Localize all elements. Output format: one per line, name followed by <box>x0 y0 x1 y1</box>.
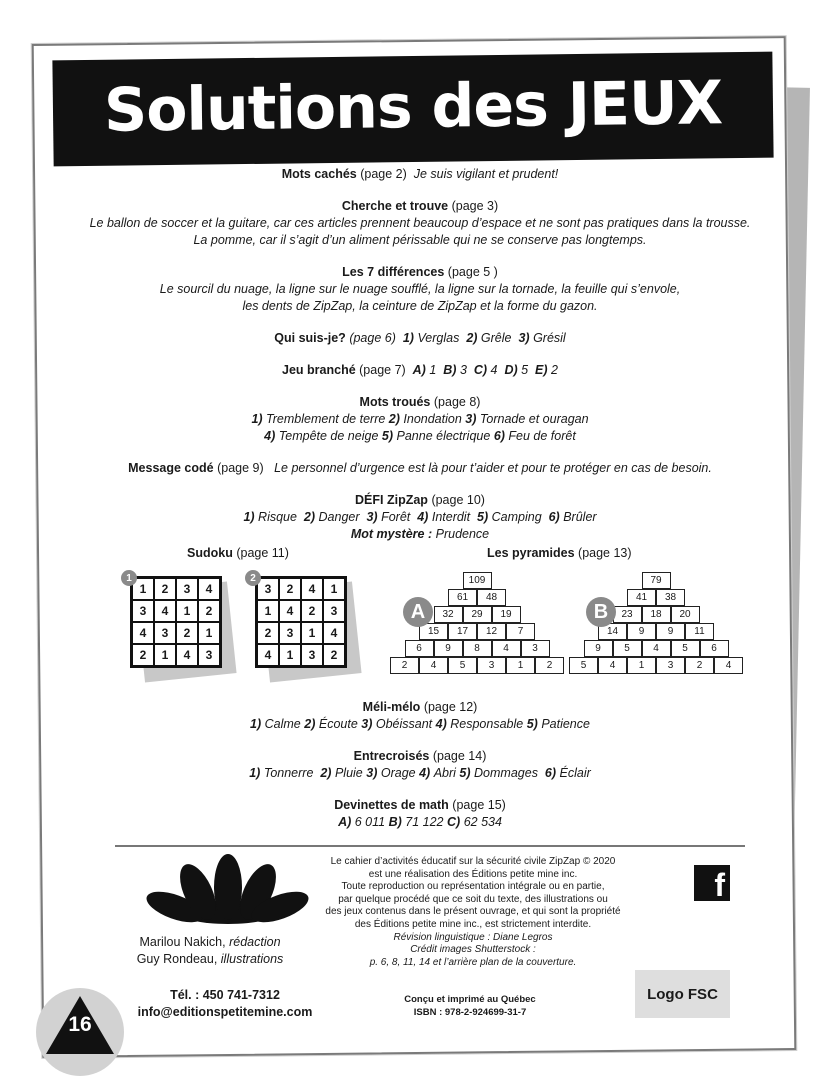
page-number: 16 <box>68 1013 92 1036</box>
pyramid-cell: 9 <box>627 623 656 640</box>
sudoku-cell: 2 <box>257 622 279 644</box>
pyramid-cell: 11 <box>685 623 714 640</box>
pyramid-cell: 48 <box>477 589 506 606</box>
pyramid-cell: 5 <box>671 640 700 657</box>
sudoku-cell: 4 <box>154 600 176 622</box>
sudoku-cell: 3 <box>154 622 176 644</box>
sudoku-cell: 4 <box>198 578 220 600</box>
sudoku-cell: 4 <box>301 578 323 600</box>
sudoku-cell: 2 <box>154 578 176 600</box>
pyramid-cell: 109 <box>463 572 492 589</box>
pyramid-cell: 5 <box>613 640 642 657</box>
pyramid-cell: 2 <box>535 657 564 674</box>
section-devinettes: Devinettes de math (page 15) A) 6 011 B) 71 122 C) 62 534 <box>334 798 506 829</box>
section-jeu-branche: Jeu branché (page 7) A) 1 B) 3 C) 4 D) 5 E) 2 <box>282 363 558 377</box>
publisher-logo <box>140 852 315 927</box>
pyramid-b-label: B <box>586 597 616 627</box>
print-info: Conçu et imprimé au Québec ISBN : 978-2-924699-31-7 <box>404 994 536 1018</box>
sudoku-cell: 3 <box>176 578 198 600</box>
pyramid-cell: 32 <box>434 606 463 623</box>
section-mots-caches: Mots cachés (page 2) Je suis vigilant et prudent! <box>281 167 559 181</box>
sudoku-cell: 1 <box>301 622 323 644</box>
pyramid-cell: 1 <box>627 657 656 674</box>
sudoku-cell: 4 <box>132 622 154 644</box>
sudoku-cell: 2 <box>323 644 345 666</box>
pyramid-cell: 12 <box>477 623 506 640</box>
sudoku-number-2: 2 <box>245 570 261 586</box>
pyramid-cell: 6 <box>700 640 729 657</box>
sudoku-cell: 3 <box>323 600 345 622</box>
pyramid-cell: 79 <box>642 572 671 589</box>
pyramid-cell: 4 <box>598 657 627 674</box>
sudoku-cell: 1 <box>154 644 176 666</box>
sudoku-cell: 3 <box>257 578 279 600</box>
email-link[interactable]: info@editionspetitemine.com <box>137 1005 313 1019</box>
section-defi-zipzap: DÉFI ZipZap (page 10) 1) Risque 2) Danger 3) Forêt 4) Interdit 5) Camping 6) Brûler Mot mystère : Prudence <box>243 493 597 541</box>
fsc-logo-placeholder: Logo FSC <box>635 970 730 1018</box>
section-cherche-trouve: Cherche et trouve (page 3) Le ballon de soccer et la guitare, car ces articles prennent beaucoup d’espace et ne sont pas pratiques dans la trousse. La pomme, car il s’agit d’un aliment périssable qui ne se conserve pas longtemps. <box>89 199 751 247</box>
copyright-notice: Le cahier d’activités éducatif sur la sécurité civile ZipZap © 2020 est une réalisation des Éditions petite mine inc. Toute reproduction ou représentation intégrale ou en partie, par quelque procédé que ce soit du texte, des illustrations ou des jeux contenus dans le présent ouvrage, et qui sont la propriété des Éditions petite mine inc., est strictement interdite. Révision linguistique : Diane Legros Crédit images Shutterstock : p. 6, 8, 11, 14 et l’arrière plan de la couverture. <box>325 856 621 968</box>
pyramid-cell: 6 <box>405 640 434 657</box>
pyramid-cell: 5 <box>569 657 598 674</box>
sudoku-cell: 3 <box>301 644 323 666</box>
pyramid-cell: 15 <box>419 623 448 640</box>
solutions-list <box>80 166 760 558</box>
authors: Marilou Nakich, rédaction Guy Rondeau, illustrations <box>136 935 284 966</box>
sudoku-cell: 3 <box>132 600 154 622</box>
pyramid-cell: 9 <box>434 640 463 657</box>
section-entrecroises: Entrecroisés (page 14) 1) Tonnerre 2) Pluie 3) Orage 4) Abri 5) Dommages 6) Éclair <box>249 749 591 780</box>
pyramid-cell: 4 <box>714 657 743 674</box>
sudoku-cell: 4 <box>323 622 345 644</box>
pyramid-cell: 18 <box>642 606 671 623</box>
pyramid-cell: 19 <box>492 606 521 623</box>
section-message-code: Message codé (page 9) Le personnel d’urgence est là pour t’aider et pour te protéger en cas de besoin. <box>128 461 712 475</box>
pyramid-cell: 17 <box>448 623 477 640</box>
sudoku-cell: 2 <box>176 622 198 644</box>
pyramid-cell: 4 <box>642 640 671 657</box>
pyramid-cell: 7 <box>506 623 535 640</box>
sudoku-number-1: 1 <box>121 570 137 586</box>
sudoku-cell: 3 <box>279 622 301 644</box>
pyramid-a-label: A <box>403 597 433 627</box>
section-meli-melo: Méli-mélo (page 12) 1) Calme 2) Écoute 3) Obéissant 4) Responsable 5) Patience <box>250 700 590 731</box>
solutions-list-bottom <box>80 699 760 846</box>
sudoku-cell: 4 <box>176 644 198 666</box>
pyramid-cell: 2 <box>685 657 714 674</box>
pyramid-cell: 20 <box>671 606 700 623</box>
pyramid-cell: 61 <box>448 589 477 606</box>
sudoku-cell: 2 <box>301 600 323 622</box>
page-title: Solutions des JEUX <box>103 68 723 146</box>
pyramid-cell: 9 <box>656 623 685 640</box>
pyramid-cell: 3 <box>521 640 550 657</box>
sudoku-cell: 2 <box>132 644 154 666</box>
sudoku-heading: Sudoku (page 11) <box>187 546 289 560</box>
section-qui-suis-je: Qui suis-je? (page 6) 1) Verglas 2) Grêle 3) Grésil <box>274 331 566 345</box>
sudoku-cell: 1 <box>198 622 220 644</box>
sudoku-cell: 1 <box>257 600 279 622</box>
pyramid-cell: 9 <box>584 640 613 657</box>
sudoku-cell: 1 <box>176 600 198 622</box>
pyramides-heading: Les pyramides (page 13) <box>487 546 632 560</box>
sudoku-cell: 2 <box>198 600 220 622</box>
footer-divider <box>115 845 745 847</box>
sudoku-cell: 2 <box>279 578 301 600</box>
sudoku-cell: 1 <box>279 644 301 666</box>
contact-info <box>120 987 330 1021</box>
facebook-icon[interactable]: f <box>694 865 730 901</box>
sudoku-cell: 3 <box>198 644 220 666</box>
section-mots-troues: Mots troués (page 8) 1) Tremblement de terre 2) Inondation 3) Tornade et ouragan 4) Tempête de neige 5) Panne électrique 6) Feu de forêt <box>251 395 589 443</box>
sudoku-cell: 1 <box>323 578 345 600</box>
pyramid-cell: 8 <box>463 640 492 657</box>
pyramid-cell: 38 <box>656 589 685 606</box>
pyramid-cell: 4 <box>492 640 521 657</box>
phone-number: Tél. : 450 741-7312 <box>170 988 280 1002</box>
pyramid-cell: 2 <box>390 657 419 674</box>
pyramid-cell: 3 <box>477 657 506 674</box>
pyramid-cell: 4 <box>419 657 448 674</box>
sudoku-cell: 4 <box>279 600 301 622</box>
pyramid-cell: 3 <box>656 657 685 674</box>
pyramid-cell: 29 <box>463 606 492 623</box>
sudoku-cell: 4 <box>257 644 279 666</box>
sudoku-cell: 1 <box>132 578 154 600</box>
pyramid-cell: 5 <box>448 657 477 674</box>
section-differences: Les 7 différences (page 5 ) Le sourcil du nuage, la ligne sur le nuage soufflé, la ligne sur la tornade, la feuille qui s’envole, les dents de ZipZap, la ceinture de ZipZap et la forme du gazon. <box>159 265 681 313</box>
pyramid-cell: 14 <box>598 623 627 640</box>
pyramid-cell: 23 <box>613 606 642 623</box>
pyramid-cell: 41 <box>627 589 656 606</box>
pyramid-cell: 1 <box>506 657 535 674</box>
